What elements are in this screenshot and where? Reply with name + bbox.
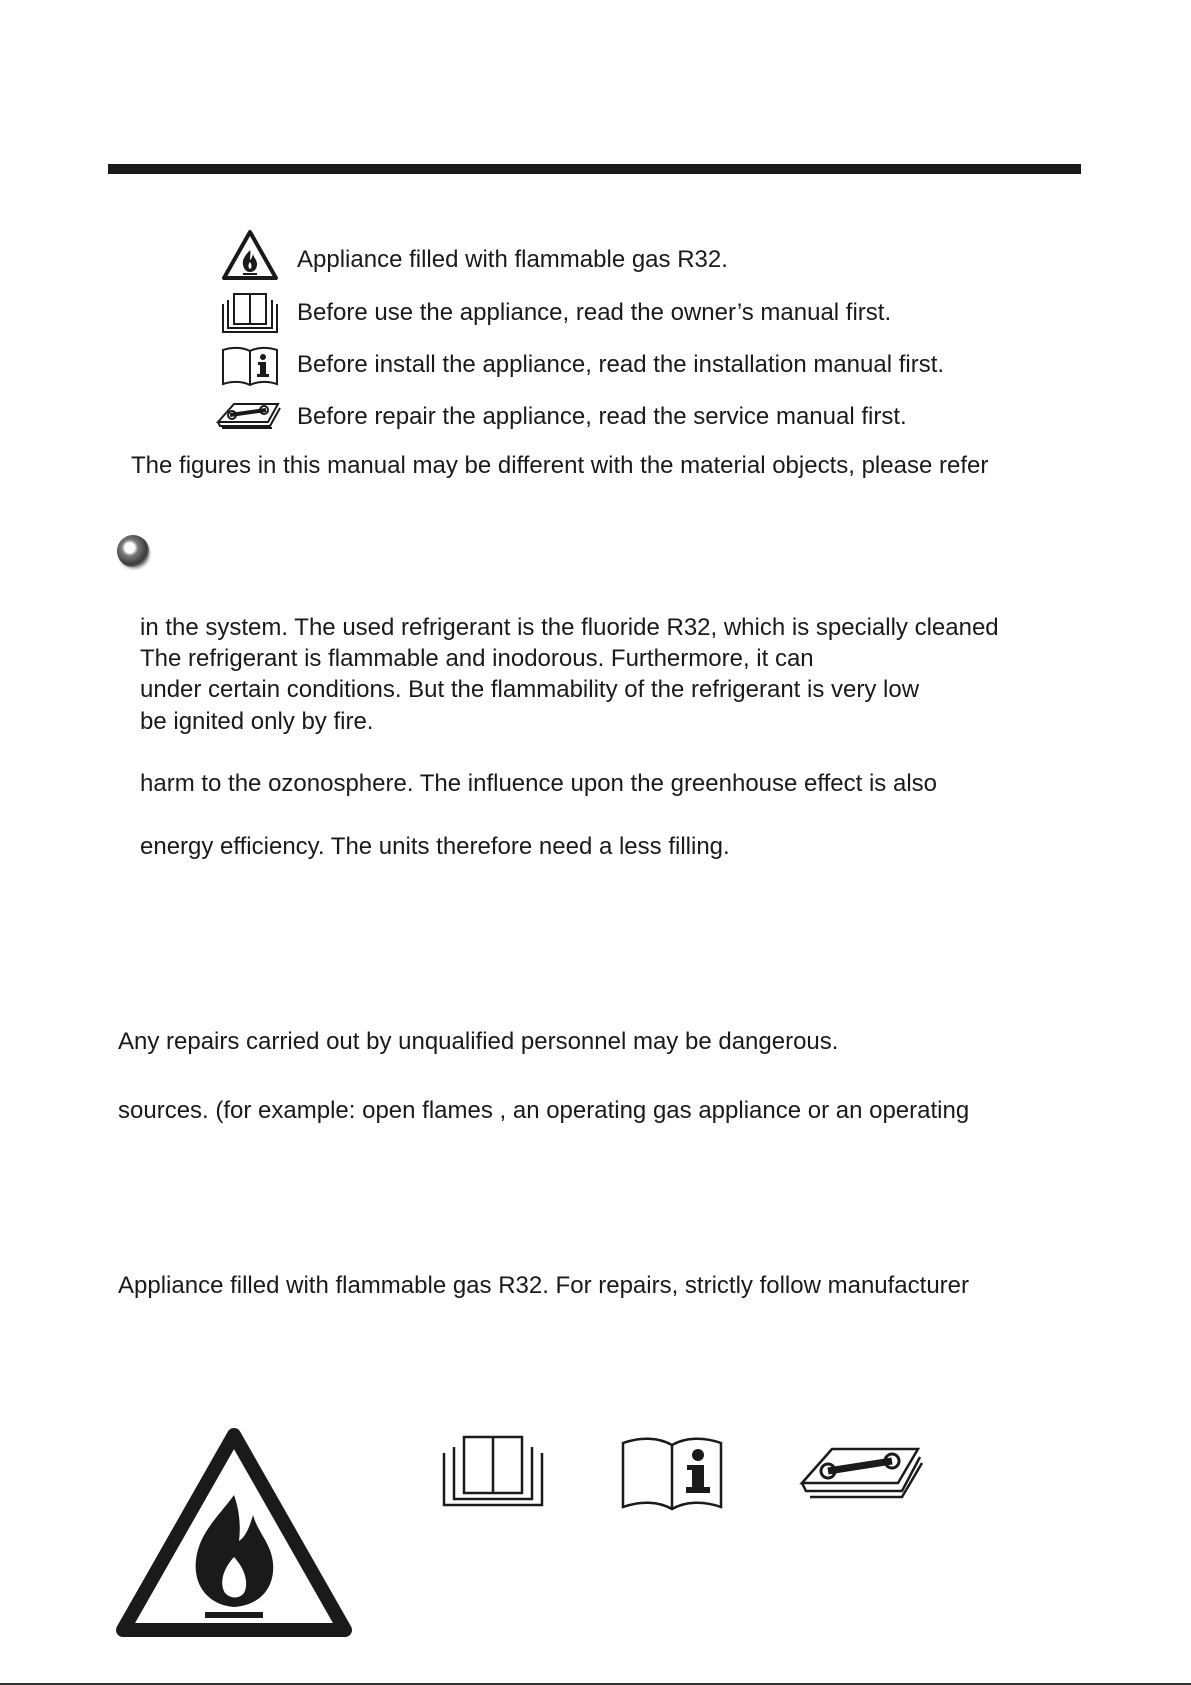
refrigerant-line-5: harm to the ozonosphere. The influence upon the greenhouse effect is also [140,770,937,797]
refrigerant-line-4: be ignited only by fire. [140,708,374,735]
symbol-text-installation-manual: Before install the appliance, read the installation manual first. [297,351,945,378]
refrigerant-line-6: energy efficiency. The units therefore need a less filling. [140,833,730,860]
header-rule [108,164,1081,174]
installation-manual-icon [220,344,280,388]
refrigerant-line-1: in the system. The used refrigerant is the fluoride R32, which is specially cleaned [140,614,999,641]
owners-manual-icon [440,1435,546,1507]
refrigerant-line-3: under certain conditions. But the flammability of the refrigerant is very low [140,676,920,703]
safety-line-2: sources. (for example: open flames , an operating gas appliance or an operating [118,1097,970,1124]
symbol-text-service-manual: Before repair the appliance, read the service manual first. [297,403,907,430]
symbol-text-flammable: Appliance filled with flammable gas R32. [297,246,728,273]
flammable-warning-icon [220,228,280,282]
figures-note: The figures in this manual may be different with the material objects, please refer [131,452,989,479]
owners-manual-icon [220,292,280,334]
safety-line-1: Any repairs carried out by unqualified personnel may be dangerous. [118,1028,839,1055]
safety-line-3: Appliance filled with flammable gas R32. For repairs, strictly follow manufacturer [118,1272,970,1299]
symbol-text-owners-manual: Before use the appliance, read the owner’s manual first. [297,299,892,326]
flammable-warning-icon [113,1425,355,1643]
installation-manual-icon [620,1433,724,1513]
refrigerant-line-2: The refrigerant is flammable and inodorous. Furthermore, it can [140,645,814,672]
section-bullet-icon [117,535,149,567]
service-manual-icon [214,398,284,438]
service-manual-icon [798,1443,924,1511]
